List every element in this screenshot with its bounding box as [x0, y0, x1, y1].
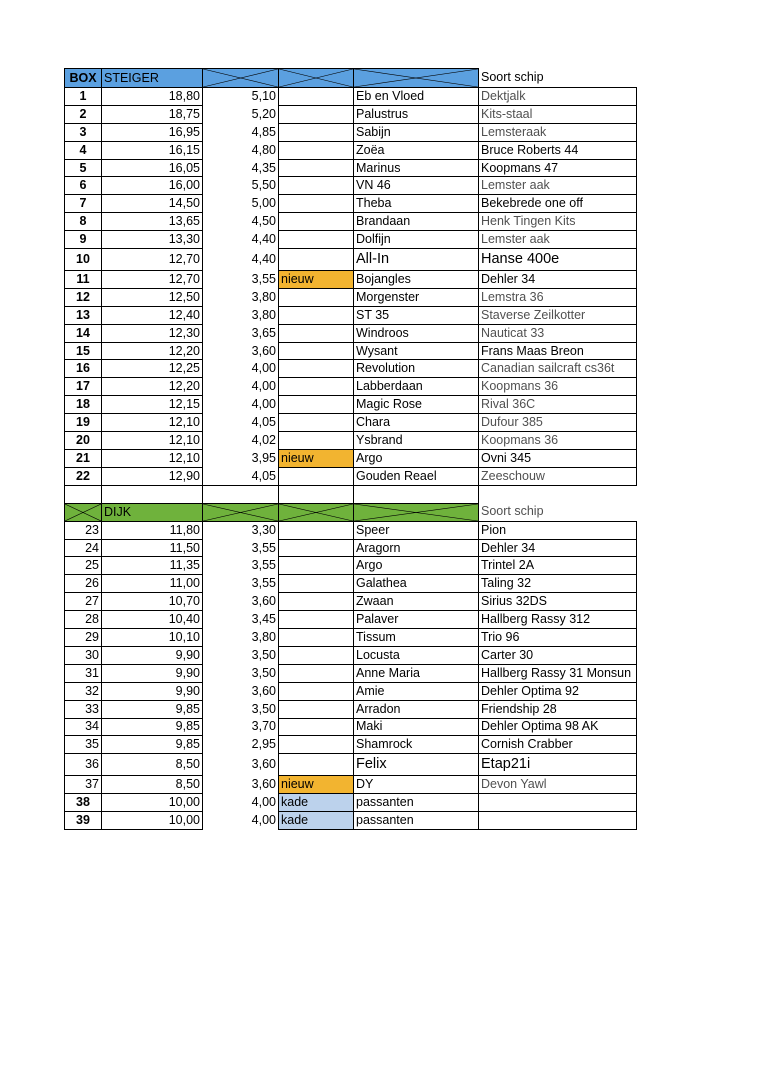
width-cell: 4,35 [203, 159, 279, 177]
tag-cell [279, 105, 354, 123]
boat-type: Trintel 2A [479, 557, 637, 575]
boat-name: DY [354, 776, 479, 794]
boat-name: Morgenster [354, 288, 479, 306]
boat-type: Henk Tingen Kits [479, 213, 637, 231]
box-number: 10 [65, 249, 102, 271]
table-row [65, 342, 637, 360]
boat-name: Felix [354, 754, 479, 776]
boat-name: Tissum [354, 629, 479, 647]
boat-name: Theba [354, 195, 479, 213]
boat-type [479, 794, 637, 812]
width-cell: 3,80 [203, 629, 279, 647]
box-number: 19 [65, 414, 102, 432]
length-cell: 10,00 [102, 812, 203, 830]
boat-type: Staverse Zeilkotter [479, 306, 637, 324]
table-row [65, 557, 637, 575]
width-cell: 4,00 [203, 396, 279, 414]
width-cell: 4,00 [203, 378, 279, 396]
length-cell: 16,15 [102, 141, 203, 159]
box-number: 14 [65, 324, 102, 342]
box-number: 37 [65, 776, 102, 794]
boat-name: Anne Maria [354, 664, 479, 682]
boat-type: Lemster aak [479, 177, 637, 195]
length-cell: 18,75 [102, 105, 203, 123]
width-cell: 3,80 [203, 306, 279, 324]
soort-schip-header: Soort schip [479, 503, 637, 521]
width-cell: 4,05 [203, 414, 279, 432]
length-cell: 9,85 [102, 736, 203, 754]
boat-type: Etap21i [479, 754, 637, 776]
table-row [65, 432, 637, 450]
boat-type: Rival 36C [479, 396, 637, 414]
width-cell: 3,60 [203, 342, 279, 360]
boat-type: Dektjalk [479, 88, 637, 106]
tag-cell [279, 324, 354, 342]
boat-name: Revolution [354, 360, 479, 378]
length-cell: 12,10 [102, 432, 203, 450]
length-cell: 9,90 [102, 664, 203, 682]
boat-type: Lemster aak [479, 231, 637, 249]
length-cell: 9,90 [102, 646, 203, 664]
box-number: 34 [65, 718, 102, 736]
table-row [65, 123, 637, 141]
tag-cell [279, 360, 354, 378]
box-number: 33 [65, 700, 102, 718]
width-cell: 3,60 [203, 776, 279, 794]
boat-type: Koopmans 36 [479, 432, 637, 450]
spacer-row [65, 485, 637, 503]
boat-type: Dehler 34 [479, 271, 637, 289]
boat-name: Magic Rose [354, 396, 479, 414]
box-number: 15 [65, 342, 102, 360]
box-number: 24 [65, 539, 102, 557]
table-row [65, 105, 637, 123]
tag-cell [279, 306, 354, 324]
box-number: 3 [65, 123, 102, 141]
length-cell: 11,35 [102, 557, 203, 575]
berth-sheet [64, 68, 637, 830]
crossed-header-cell [354, 69, 479, 88]
crossed-header-cell [203, 503, 279, 521]
boat-name: Zwaan [354, 593, 479, 611]
table-row [65, 177, 637, 195]
table-row [65, 521, 637, 539]
length-cell: 9,85 [102, 718, 203, 736]
tag-cell [279, 231, 354, 249]
boat-type: Koopmans 47 [479, 159, 637, 177]
width-cell: 3,55 [203, 271, 279, 289]
length-cell: 12,10 [102, 449, 203, 467]
length-cell: 11,50 [102, 539, 203, 557]
box-number: 28 [65, 611, 102, 629]
dijk-rows [65, 521, 637, 829]
table-row [65, 467, 637, 485]
tag-cell [279, 754, 354, 776]
table-row [65, 629, 637, 647]
table-row [65, 288, 637, 306]
boat-name: Windroos [354, 324, 479, 342]
steiger-header: STEIGER [102, 69, 203, 88]
table-row [65, 449, 637, 467]
boat-type: Zeeschouw [479, 467, 637, 485]
length-cell: 12,70 [102, 271, 203, 289]
boat-name: Speer [354, 521, 479, 539]
box-number: 1 [65, 88, 102, 106]
width-cell: 4,80 [203, 141, 279, 159]
tag-cell [279, 195, 354, 213]
boat-type: Dehler Optima 92 [479, 682, 637, 700]
box-number: 35 [65, 736, 102, 754]
length-cell: 13,30 [102, 231, 203, 249]
boat-name: Bojangles [354, 271, 479, 289]
tag-cell [279, 575, 354, 593]
boat-name: passanten [354, 794, 479, 812]
box-number: 13 [65, 306, 102, 324]
width-cell: 4,02 [203, 432, 279, 450]
box-number: 8 [65, 213, 102, 231]
table-row [65, 378, 637, 396]
box-number: 21 [65, 449, 102, 467]
box-number: 36 [65, 754, 102, 776]
tag-cell: nieuw [279, 776, 354, 794]
length-cell: 16,05 [102, 159, 203, 177]
boat-name: Galathea [354, 575, 479, 593]
length-cell: 12,50 [102, 288, 203, 306]
width-cell: 3,60 [203, 682, 279, 700]
boat-name: All-In [354, 249, 479, 271]
crossed-header-cell [279, 69, 354, 88]
length-cell: 16,95 [102, 123, 203, 141]
boat-name: Brandaan [354, 213, 479, 231]
tag-cell [279, 646, 354, 664]
boat-name: Arradon [354, 700, 479, 718]
tag-cell [279, 467, 354, 485]
box-number: 23 [65, 521, 102, 539]
boat-name: Maki [354, 718, 479, 736]
length-cell: 11,00 [102, 575, 203, 593]
box-number: 30 [65, 646, 102, 664]
table-row [65, 575, 637, 593]
table-row [65, 141, 637, 159]
boat-name: Argo [354, 557, 479, 575]
table-row [65, 754, 637, 776]
box-number: 32 [65, 682, 102, 700]
width-cell: 3,50 [203, 646, 279, 664]
length-cell: 9,85 [102, 700, 203, 718]
length-cell: 8,50 [102, 754, 203, 776]
boat-name: Gouden Reael [354, 467, 479, 485]
table-row [65, 664, 637, 682]
length-cell: 12,15 [102, 396, 203, 414]
table-row [65, 271, 637, 289]
tag-cell [279, 682, 354, 700]
boat-type: Bruce Roberts 44 [479, 141, 637, 159]
tag-cell [279, 288, 354, 306]
boat-name: Zoëa [354, 141, 479, 159]
boat-type: Hallberg Rassy 31 Monsun [479, 664, 637, 682]
tag-cell [279, 123, 354, 141]
berth-table [64, 68, 637, 830]
boat-type: Lemsteraak [479, 123, 637, 141]
length-cell: 12,20 [102, 378, 203, 396]
tag-cell: nieuw [279, 449, 354, 467]
box-number: 4 [65, 141, 102, 159]
boat-type: Koopmans 36 [479, 378, 637, 396]
table-row [65, 794, 637, 812]
tag-cell [279, 718, 354, 736]
tag-cell [279, 177, 354, 195]
boat-type: Bekebrede one off [479, 195, 637, 213]
boat-type: Taling 32 [479, 575, 637, 593]
table-row [65, 682, 637, 700]
dijk-header: DIJK [102, 503, 203, 521]
width-cell: 2,95 [203, 736, 279, 754]
table-row [65, 396, 637, 414]
tag-cell [279, 378, 354, 396]
table-row [65, 700, 637, 718]
boat-name: Dolfijn [354, 231, 479, 249]
tag-cell [279, 629, 354, 647]
boat-name: Sabijn [354, 123, 479, 141]
boat-name: Labberdaan [354, 378, 479, 396]
boat-type: Kits-staal [479, 105, 637, 123]
boat-type: Canadian sailcraft cs36t [479, 360, 637, 378]
boat-type: Cornish Crabber [479, 736, 637, 754]
boat-type: Devon Yawl [479, 776, 637, 794]
boat-name: Shamrock [354, 736, 479, 754]
tag-cell [279, 521, 354, 539]
width-cell: 5,10 [203, 88, 279, 106]
width-cell: 5,20 [203, 105, 279, 123]
table-row [65, 249, 637, 271]
box-number: 17 [65, 378, 102, 396]
tag-cell: nieuw [279, 271, 354, 289]
width-cell: 5,50 [203, 177, 279, 195]
width-cell: 4,85 [203, 123, 279, 141]
width-cell: 3,55 [203, 575, 279, 593]
crossed-header-cell [279, 503, 354, 521]
tag-cell [279, 88, 354, 106]
box-number: 2 [65, 105, 102, 123]
table-row [65, 231, 637, 249]
length-cell: 14,50 [102, 195, 203, 213]
soort-schip-header: Soort schip [479, 69, 637, 88]
boat-name: Palaver [354, 611, 479, 629]
length-cell: 10,70 [102, 593, 203, 611]
length-cell: 12,10 [102, 414, 203, 432]
boat-name: Palustrus [354, 105, 479, 123]
boat-type: Lemstra 36 [479, 288, 637, 306]
table-row [65, 776, 637, 794]
table-row [65, 718, 637, 736]
tag-cell: kade [279, 794, 354, 812]
width-cell: 3,60 [203, 754, 279, 776]
boat-type [479, 812, 637, 830]
width-cell: 4,00 [203, 812, 279, 830]
box-number: 6 [65, 177, 102, 195]
tag-cell [279, 342, 354, 360]
boat-type: Nauticat 33 [479, 324, 637, 342]
table-row [65, 414, 637, 432]
tag-cell [279, 557, 354, 575]
box-number: 27 [65, 593, 102, 611]
length-cell: 8,50 [102, 776, 203, 794]
table-row [65, 593, 637, 611]
width-cell: 4,00 [203, 360, 279, 378]
box-number: 22 [65, 467, 102, 485]
length-cell: 18,80 [102, 88, 203, 106]
boat-name: Marinus [354, 159, 479, 177]
boat-name: Locusta [354, 646, 479, 664]
crossed-header-cell [203, 69, 279, 88]
box-number: 20 [65, 432, 102, 450]
tag-cell [279, 432, 354, 450]
length-cell: 16,00 [102, 177, 203, 195]
box-number: 12 [65, 288, 102, 306]
box-number: 38 [65, 794, 102, 812]
steiger-rows [65, 88, 637, 486]
table-row [65, 360, 637, 378]
box-number: 18 [65, 396, 102, 414]
box-number: 39 [65, 812, 102, 830]
tag-cell [279, 249, 354, 271]
boat-name: Ysbrand [354, 432, 479, 450]
table-row [65, 159, 637, 177]
boat-type: Carter 30 [479, 646, 637, 664]
width-cell: 4,50 [203, 213, 279, 231]
tag-cell [279, 700, 354, 718]
length-cell: 12,30 [102, 324, 203, 342]
box-number: 26 [65, 575, 102, 593]
tag-cell [279, 664, 354, 682]
box-number: 5 [65, 159, 102, 177]
crossed-header-cell [354, 503, 479, 521]
tag-cell [279, 141, 354, 159]
table-row [65, 88, 637, 106]
width-cell: 3,30 [203, 521, 279, 539]
width-cell: 4,40 [203, 249, 279, 271]
length-cell: 9,90 [102, 682, 203, 700]
table-row [65, 611, 637, 629]
box-number: 16 [65, 360, 102, 378]
width-cell: 4,05 [203, 467, 279, 485]
boat-name: ST 35 [354, 306, 479, 324]
boat-type: Dehler 34 [479, 539, 637, 557]
boat-type: Ovni 345 [479, 449, 637, 467]
box-number: 25 [65, 557, 102, 575]
boat-name: Wysant [354, 342, 479, 360]
tag-cell: kade [279, 812, 354, 830]
table-row [65, 812, 637, 830]
crossed-header-cell [65, 503, 102, 521]
width-cell: 3,70 [203, 718, 279, 736]
boat-type: Dehler Optima 98 AK [479, 718, 637, 736]
table-row [65, 213, 637, 231]
length-cell: 12,25 [102, 360, 203, 378]
boat-type: Hanse 400e [479, 249, 637, 271]
tag-cell [279, 213, 354, 231]
length-cell: 10,00 [102, 794, 203, 812]
length-cell: 12,70 [102, 249, 203, 271]
table-row [65, 736, 637, 754]
tag-cell [279, 593, 354, 611]
boat-type: Friendship 28 [479, 700, 637, 718]
length-cell: 12,40 [102, 306, 203, 324]
length-cell: 10,40 [102, 611, 203, 629]
boat-type: Frans Maas Breon [479, 342, 637, 360]
tag-cell [279, 414, 354, 432]
tag-cell [279, 736, 354, 754]
boat-name: Argo [354, 449, 479, 467]
boat-name: Aragorn [354, 539, 479, 557]
table-row [65, 306, 637, 324]
width-cell: 5,00 [203, 195, 279, 213]
table-row [65, 324, 637, 342]
width-cell: 3,50 [203, 700, 279, 718]
boat-name: Chara [354, 414, 479, 432]
width-cell: 3,45 [203, 611, 279, 629]
length-cell: 13,65 [102, 213, 203, 231]
width-cell: 3,95 [203, 449, 279, 467]
width-cell: 3,55 [203, 539, 279, 557]
length-cell: 10,10 [102, 629, 203, 647]
box-number: 29 [65, 629, 102, 647]
tag-cell [279, 396, 354, 414]
boat-name: passanten [354, 812, 479, 830]
width-cell: 4,00 [203, 794, 279, 812]
boat-type: Trio 96 [479, 629, 637, 647]
boat-name: Amie [354, 682, 479, 700]
length-cell: 11,80 [102, 521, 203, 539]
box-number: 7 [65, 195, 102, 213]
width-cell: 3,80 [203, 288, 279, 306]
boat-type: Pion [479, 521, 637, 539]
tag-cell [279, 539, 354, 557]
box-number: 31 [65, 664, 102, 682]
table-row [65, 539, 637, 557]
table-row [65, 195, 637, 213]
width-cell: 4,40 [203, 231, 279, 249]
box-header: BOX [65, 69, 102, 88]
width-cell: 3,65 [203, 324, 279, 342]
tag-cell [279, 611, 354, 629]
length-cell: 12,90 [102, 467, 203, 485]
box-number: 9 [65, 231, 102, 249]
width-cell: 3,60 [203, 593, 279, 611]
length-cell: 12,20 [102, 342, 203, 360]
box-number: 11 [65, 271, 102, 289]
boat-type: Sirius 32DS [479, 593, 637, 611]
boat-type: Dufour 385 [479, 414, 637, 432]
boat-name: VN 46 [354, 177, 479, 195]
table-row [65, 646, 637, 664]
width-cell: 3,50 [203, 664, 279, 682]
boat-type: Hallberg Rassy 312 [479, 611, 637, 629]
boat-name: Eb en Vloed [354, 88, 479, 106]
width-cell: 3,55 [203, 557, 279, 575]
tag-cell [279, 159, 354, 177]
